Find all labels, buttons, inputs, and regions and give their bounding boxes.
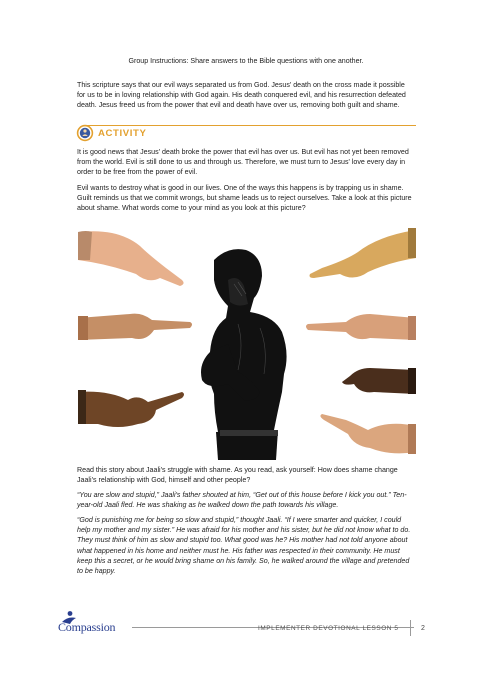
pointing-hand-right-3: [342, 368, 416, 394]
compassion-logo-text: Compassion: [58, 620, 116, 634]
page-number: 2: [421, 625, 425, 632]
activity-rule: [86, 125, 416, 126]
activity-paragraph-2: Evil wants to destroy what is good in our lives. One of the ways this happens is by trapping us in shame. Guilt reminds us that we commit wrongs, but shame leads us to reject ourselves. Take a look at this picture about shame. What words come to your mind as you look at this picture?: [77, 184, 412, 213]
story-paragraph-2: “God is punishing me for being so slow and stupid,” thought Jaali. “If I were smarter and quicker, I could help my mother and my sister.” He was afraid for his mother and his sister, but he did not know what to do. They must think of him as slow and stupid too. What good was he? His mother had not told anyone about what happened in his home and neither must he. His father was respected in their community. He must keep this a secret, or he would bring shame on his family. So, he walked around the village and pretended to be happy.: [77, 516, 411, 576]
activity-title: ACTIVITY: [98, 128, 147, 139]
story-paragraph-1: “You are slow and stupid,” Jaali's father shouted at him, “Get out of this house before I kick you out.” Ten-year-old Jaali fled. He was shaking as he walked down the path towards his village.: [77, 491, 407, 510]
shame-illustration: [78, 224, 416, 460]
man-silhouette: [201, 249, 287, 460]
pointing-hand-left-1: [78, 231, 184, 286]
pointing-hand-left-3: [78, 390, 184, 427]
activity-badge-icon: [76, 124, 94, 142]
footer-separator: [410, 620, 411, 636]
pointing-hand-left-2: [78, 314, 192, 340]
story-prompt: Read this story about Jaali's struggle with shame. As you read, ask yourself: How does shame change Jaali's relationship with God, himself and other people?: [77, 466, 398, 485]
pointing-hand-right-4: [320, 414, 416, 454]
pointing-hand-right-2: [306, 314, 416, 340]
activity-paragraph-1: It is good news that Jesus' death broke the power that evil has over us. But evil has not yet been removed from the world. Evil is still done to us and through us. Therefore, we must turn to Jesus' love every day in order to be free from the power of evil.: [77, 148, 409, 177]
footer-label: IMPLEMENTER DEVOTIONAL LESSON 5: [258, 625, 399, 632]
intro-paragraph: This scripture says that our evil ways separated us from God. Jesus' death on the cross made it possible for us to be in loving relationship with God again. His death conquered evil, and his resurrection defeated death. Jesus freed us from the power that evil and death have over us, removing both guilt and shame.: [77, 81, 406, 110]
pointing-hand-right-1: [310, 228, 417, 278]
group-instructions: Group Instructions: Share answers to the Bible questions with one another.: [128, 57, 364, 65]
